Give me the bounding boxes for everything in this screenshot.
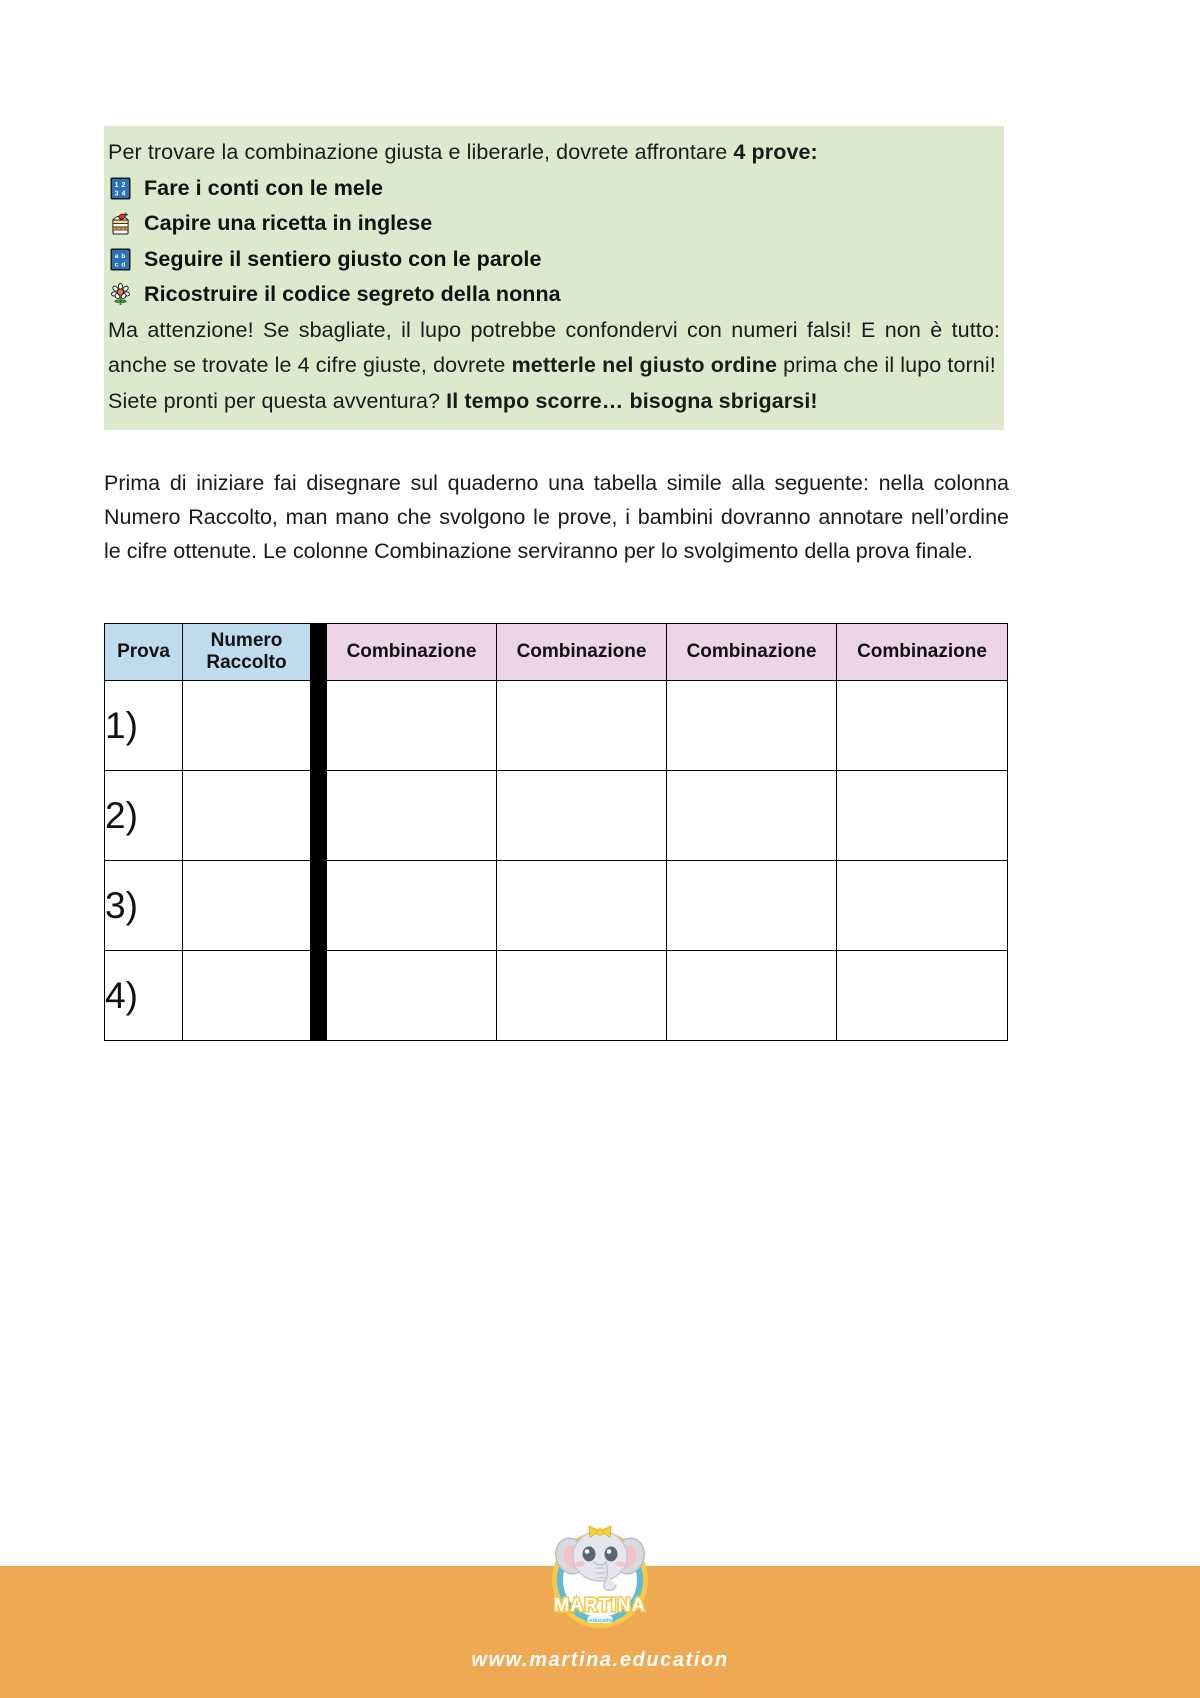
input-numbers-icon [108, 176, 133, 201]
callout-intro-bold: 4 prove: [733, 140, 818, 164]
header-prova: Prova [105, 624, 183, 681]
row-3-combinazione-1[interactable] [327, 861, 497, 951]
table-row [105, 951, 1008, 1041]
prova-item-3-label: Seguire il sentiero giusto con le parole [144, 246, 542, 271]
row-1-prova: 1) [105, 681, 183, 771]
table-black-separator [311, 624, 327, 681]
row-4-combinazione-4[interactable] [837, 951, 1008, 1041]
prova-item-2-label: Capire una ricetta in inglese [144, 211, 433, 236]
callout-warning-bold: metterle nel giusto ordine [511, 353, 777, 377]
callout-warning-paragraph [108, 313, 1000, 384]
combinazione-table-wrapper [104, 623, 1007, 1041]
svg-text:c: c [114, 261, 119, 269]
callout-ready-line [108, 384, 1000, 420]
prova-item-1-label: Fare i conti con le mele [144, 175, 383, 200]
callout-ready-bold: Il tempo scorre… bisogna sbrigarsi! [446, 388, 818, 413]
header-combinazione-3: Combinazione [667, 624, 837, 681]
row-3-prova: 3) [105, 861, 183, 951]
svg-text:4: 4 [121, 190, 126, 198]
row-3-combinazione-2[interactable] [497, 861, 667, 951]
row-1-combinazione-2[interactable] [497, 681, 667, 771]
row-4-combinazione-3[interactable] [667, 951, 837, 1041]
svg-text:e-education: e-education [584, 1618, 616, 1624]
svg-text:2: 2 [121, 181, 126, 189]
svg-text:a: a [114, 252, 119, 260]
row-1-numero-raccolto[interactable] [183, 681, 311, 771]
svg-text:b: b [121, 252, 126, 260]
header-combinazione-1: Combinazione [327, 624, 497, 681]
shortcake-icon [108, 211, 133, 236]
callout-warning-part2: prima che il lupo torni! [777, 353, 996, 377]
green-callout-box [104, 126, 1004, 430]
row-1-combinazione-1[interactable] [327, 681, 497, 771]
row-2-combinazione-1[interactable] [327, 771, 497, 861]
table-row [105, 771, 1008, 861]
table-header-row [105, 624, 1008, 681]
table-body [105, 681, 1008, 1041]
row-2-combinazione-2[interactable] [497, 771, 667, 861]
header-numero-raccolto-line2: Raccolto [206, 652, 287, 673]
header-combinazione-4: Combinazione [837, 624, 1008, 681]
instructions-paragraph: Prima di iniziare fai disegnare sul quaderno una tabella simile alla seguente: nella colonna Numero Raccolto, man mano che svolgono le prove, i bambini dovranno annotare nell’ordine le cifre ottenute. Le colonne Combinazione serviranno per lo svolgimento della prova finale. [104, 471, 1009, 563]
row-2-separator [311, 771, 327, 861]
row-3-numero-raccolto[interactable] [183, 861, 311, 951]
row-1-separator [311, 681, 327, 771]
blossom-flower-icon [108, 282, 133, 307]
row-4-numero-raccolto[interactable] [183, 951, 311, 1041]
callout-intro-line [108, 135, 1000, 171]
row-2-combinazione-3[interactable] [667, 771, 837, 861]
table-row [105, 861, 1008, 951]
row-2-numero-raccolto[interactable] [183, 771, 311, 861]
header-combinazione-2: Combinazione [497, 624, 667, 681]
input-latin-letters-icon [108, 247, 133, 272]
row-4-separator [311, 951, 327, 1041]
row-2-combinazione-4[interactable] [837, 771, 1008, 861]
row-4-combinazione-2[interactable] [497, 951, 667, 1041]
prova-item-1 [108, 171, 1000, 207]
prova-item-2 [108, 206, 1000, 242]
row-2-prova: 2) [105, 771, 183, 861]
header-numero-raccolto-line1: Numero [210, 630, 283, 651]
callout-ready-plain: Siete pronti per questa avventura? [108, 388, 447, 413]
row-1-combinazione-3[interactable] [667, 681, 837, 771]
callout-warning-part1: Ma attenzione! Se sbagliate, il lupo potrebbe confondervi con numeri falsi! E non è tutto: anche se trovate le 4 cifre giuste, dovrete [108, 317, 1000, 377]
footer-website-url[interactable]: www.martina.education [471, 1649, 729, 1671]
prova-item-4-label: Ricostruire il codice segreto della nonna [144, 282, 561, 307]
prova-item-3 [108, 242, 1000, 278]
combinazione-table [104, 623, 1008, 1041]
header-numero-raccolto [183, 624, 311, 681]
logo-wordmark: MARTINA [553, 1595, 647, 1615]
svg-text:1: 1 [114, 181, 119, 189]
svg-text:d: d [121, 261, 126, 269]
martina-logo [537, 1510, 663, 1636]
row-4-prova: 4) [105, 951, 183, 1041]
table-row [105, 681, 1008, 771]
row-3-combinazione-4[interactable] [837, 861, 1008, 951]
row-3-combinazione-3[interactable] [667, 861, 837, 951]
row-1-combinazione-4[interactable] [837, 681, 1008, 771]
prova-item-4 [108, 277, 1000, 313]
svg-text:3: 3 [114, 190, 119, 198]
row-4-combinazione-1[interactable] [327, 951, 497, 1041]
row-3-separator [311, 861, 327, 951]
callout-intro-prefix: Per trovare la combinazione giusta e liberarle, dovrete affrontare [108, 140, 734, 164]
